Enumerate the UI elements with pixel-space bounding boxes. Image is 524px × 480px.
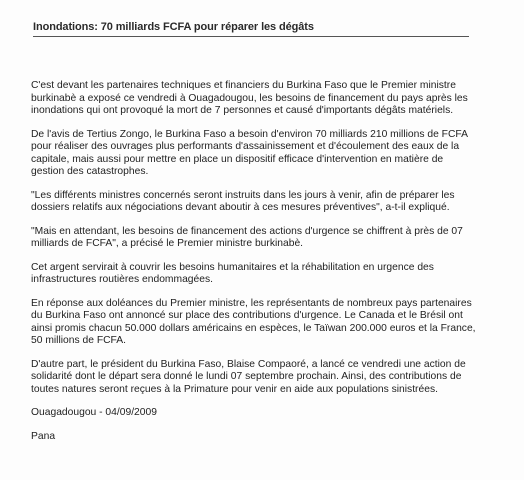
article-paragraph: "Les différents ministres concernés seront instruits dans les jours à venir, afin de préparer les dossiers relatifs aux négociations devant aboutir à ces mesures préventives", a-t-il expliqué. (31, 189, 455, 213)
article-paragraph: En réponse aux doléances du Premier ministre, les représentants de nombreux pays partenaires du Burkina Faso ont annoncé sur place des contributions d'urgence. Le Canada et le Brésil ont ainsi promis chacun 50.000 dollars américains en espèces, le Taïwan 200.000 euros et la France, 50 millions de FCFA. (31, 297, 476, 346)
article-paragraph: D'autre part, le président du Burkina Faso, Blaise Compaoré, a lancé ce vendredi une action de solidarité dont le départ sera donné le lundi 07 septembre prochain. Ainsi, des contributions de toutes natures seront reçues à la Primature pour venir en aide aux populations sinistrées. (31, 358, 466, 395)
article-paragraph: Cet argent servirait à couvrir les besoins humanitaires et la réhabilitation en urgence des infrastructures routières endommagées. (31, 261, 434, 285)
article-paragraph: De l'avis de Tertius Zongo, le Burkina Faso a besoin d'environ 70 milliards 210 millions de FCFA pour réaliser des ouvrages plus performants d'assainissement et d'écoulement des eaux de la capitale, mais aussi pour mettre en place un dispositif efficace d'intervention en matière de gestion des catastrophes. (31, 128, 468, 177)
article-dateline: Ouagadougou - 04/09/2009 (31, 407, 157, 418)
title-underline (33, 36, 469, 37)
article-source: Pana (31, 430, 56, 442)
article-body (31, 80, 476, 454)
article-paragraph: "Mais en attendant, les besoins de financement des actions d'urgence se chiffrent à près de 07 milliards de FCFA", a précisé le Premier ministre burkinabè. (31, 225, 463, 249)
article-title: Inondations: 70 milliards FCFA pour réparer les dégâts (33, 21, 314, 33)
article-paragraph: C'est devant les partenaires techniques et financiers du Burkina Faso que le Premier ministre burkinabè a exposé ce vendredi à Ouagadougou, les besoins de financement du pays après les inondations qui ont provoqué la mort de 7 personnes et causé d'importants dégâts matériels. (31, 80, 468, 116)
